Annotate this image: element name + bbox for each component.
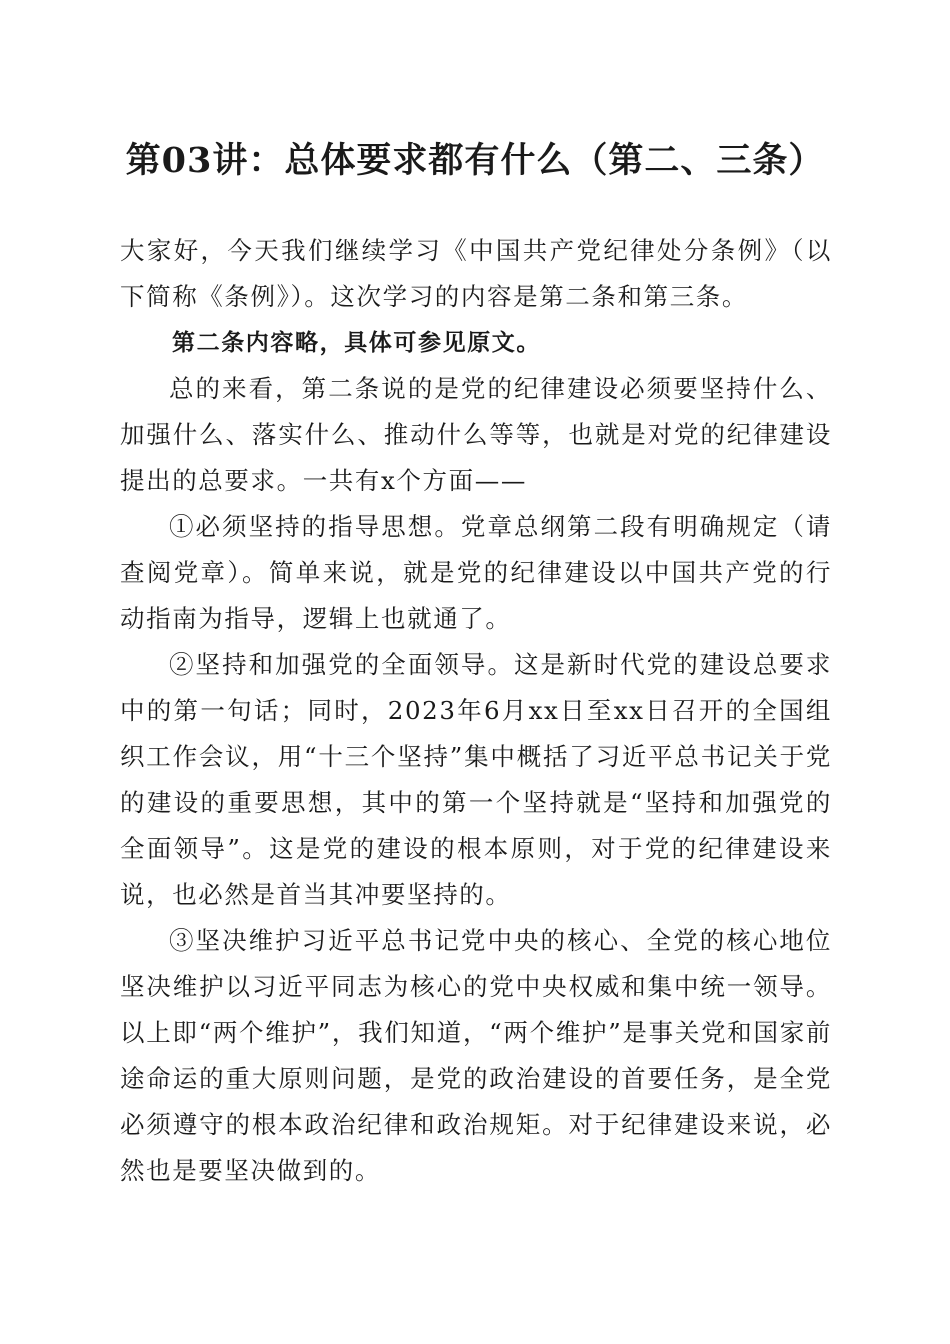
- document-body: [120, 228, 832, 1194]
- document-title: 第03讲：总体要求都有什么（第二、三条）: [125, 140, 825, 181]
- paragraph-intro: 大家好，今天我们继续学习《中国共产党纪律处分条例》（以下简称《条例》）。这次学习的内容是第二条和第三条。: [120, 236, 832, 311]
- paragraph-point-three: ③坚决维护习近平总书记党中央的核心、全党的核心地位坚决维护以习近平同志为核心的党中央权威和集中统一领导。以上即“两个维护”，我们知道，“两个维护”是事关党和国家前途命运的重大原则问题，是党的政治建设的首要任务，是全党必须遵守的根本政治纪律和政治规矩。对于纪律建设来说，必然也是要坚决做到的。: [120, 926, 832, 1185]
- paragraph-article-two-note: 第二条内容略，具体可参见原文。: [172, 330, 541, 356]
- paragraph-point-one: ①必须坚持的指导思想。党章总纲第二段有明确规定（请查阅党章）。简单来说，就是党的纪律建设以中国共产党的行动指南为指导，逻辑上也就通了。: [120, 512, 832, 633]
- paragraph-point-two: ②坚持和加强党的全面领导。这是新时代党的建设总要求中的第一句话；同时，2023年6月xx日至xx日召开的全国组织工作会议，用“十三个坚持”集中概括了习近平总书记关于党的建设的重要思想，其中的第一个坚持就是“坚持和加强党的全面领导”。这是党的建设的根本原则，对于党的纪律建设来说，也必然是首当其冲要坚持的。: [120, 650, 832, 909]
- paragraph-overview: 总的来看，第二条说的是党的纪律建设必须要坚持什么、加强什么、落实什么、推动什么等等，也就是对党的纪律建设提出的总要求。一共有x个方面——: [120, 374, 832, 495]
